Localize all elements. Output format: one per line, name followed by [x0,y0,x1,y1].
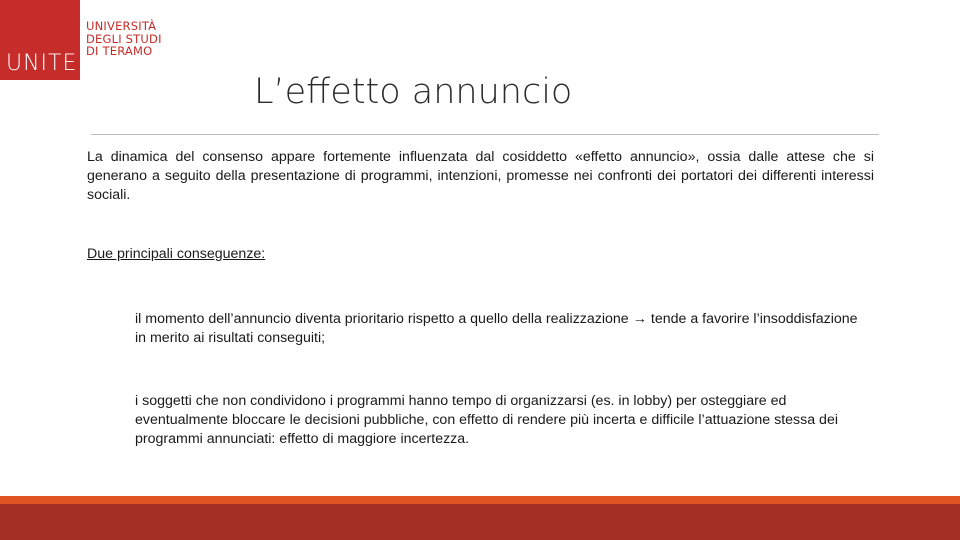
consequence-item-1 [135,310,870,348]
university-name-line-3: DI TERAMO [86,44,153,58]
footer-band [0,496,960,540]
university-name-line-1: UNIVERSITÀ [86,19,157,33]
slide-title: L’effetto annuncio [254,72,573,112]
consequence-item-2: i soggetti che non condividono i programmi hanno tempo di organizzarsi (es. in lobby) per osteggiare ed eventualmente bloccare le decisioni pubbliche, con effetto di rendere più incerta e difficile l’attuazione stessa dei programmi annunciati: effetto di maggiore incertezza. [135,393,838,447]
footer-stripe [0,496,960,504]
arrow-right-icon: → [632,311,647,327]
logo-wordmark: UNITE [6,51,78,76]
university-name-line-2: DEGLI STUDI [86,31,162,46]
intro-paragraph: La dinamica del consenso appare fortemente influenzata dal cosiddetto «effetto annuncio», ossia dalle attese che si generano a seguito della presentazione di programmi, intenzioni, promesse nei confronti dei portatori dei differenti interessi sociali. [87,149,874,203]
title-divider [91,134,879,135]
university-logo-mark [0,0,80,80]
consequences-heading: Due principali conseguenze: [87,246,266,262]
consequence-1-text-end: tende a favorire l’insoddisfazione in merito ai risultati conseguiti; [135,311,858,346]
consequence-1-text-start: il momento dell’annuncio diventa prioritario rispetto a quello della realizzazione [135,311,629,327]
university-name [86,20,162,58]
